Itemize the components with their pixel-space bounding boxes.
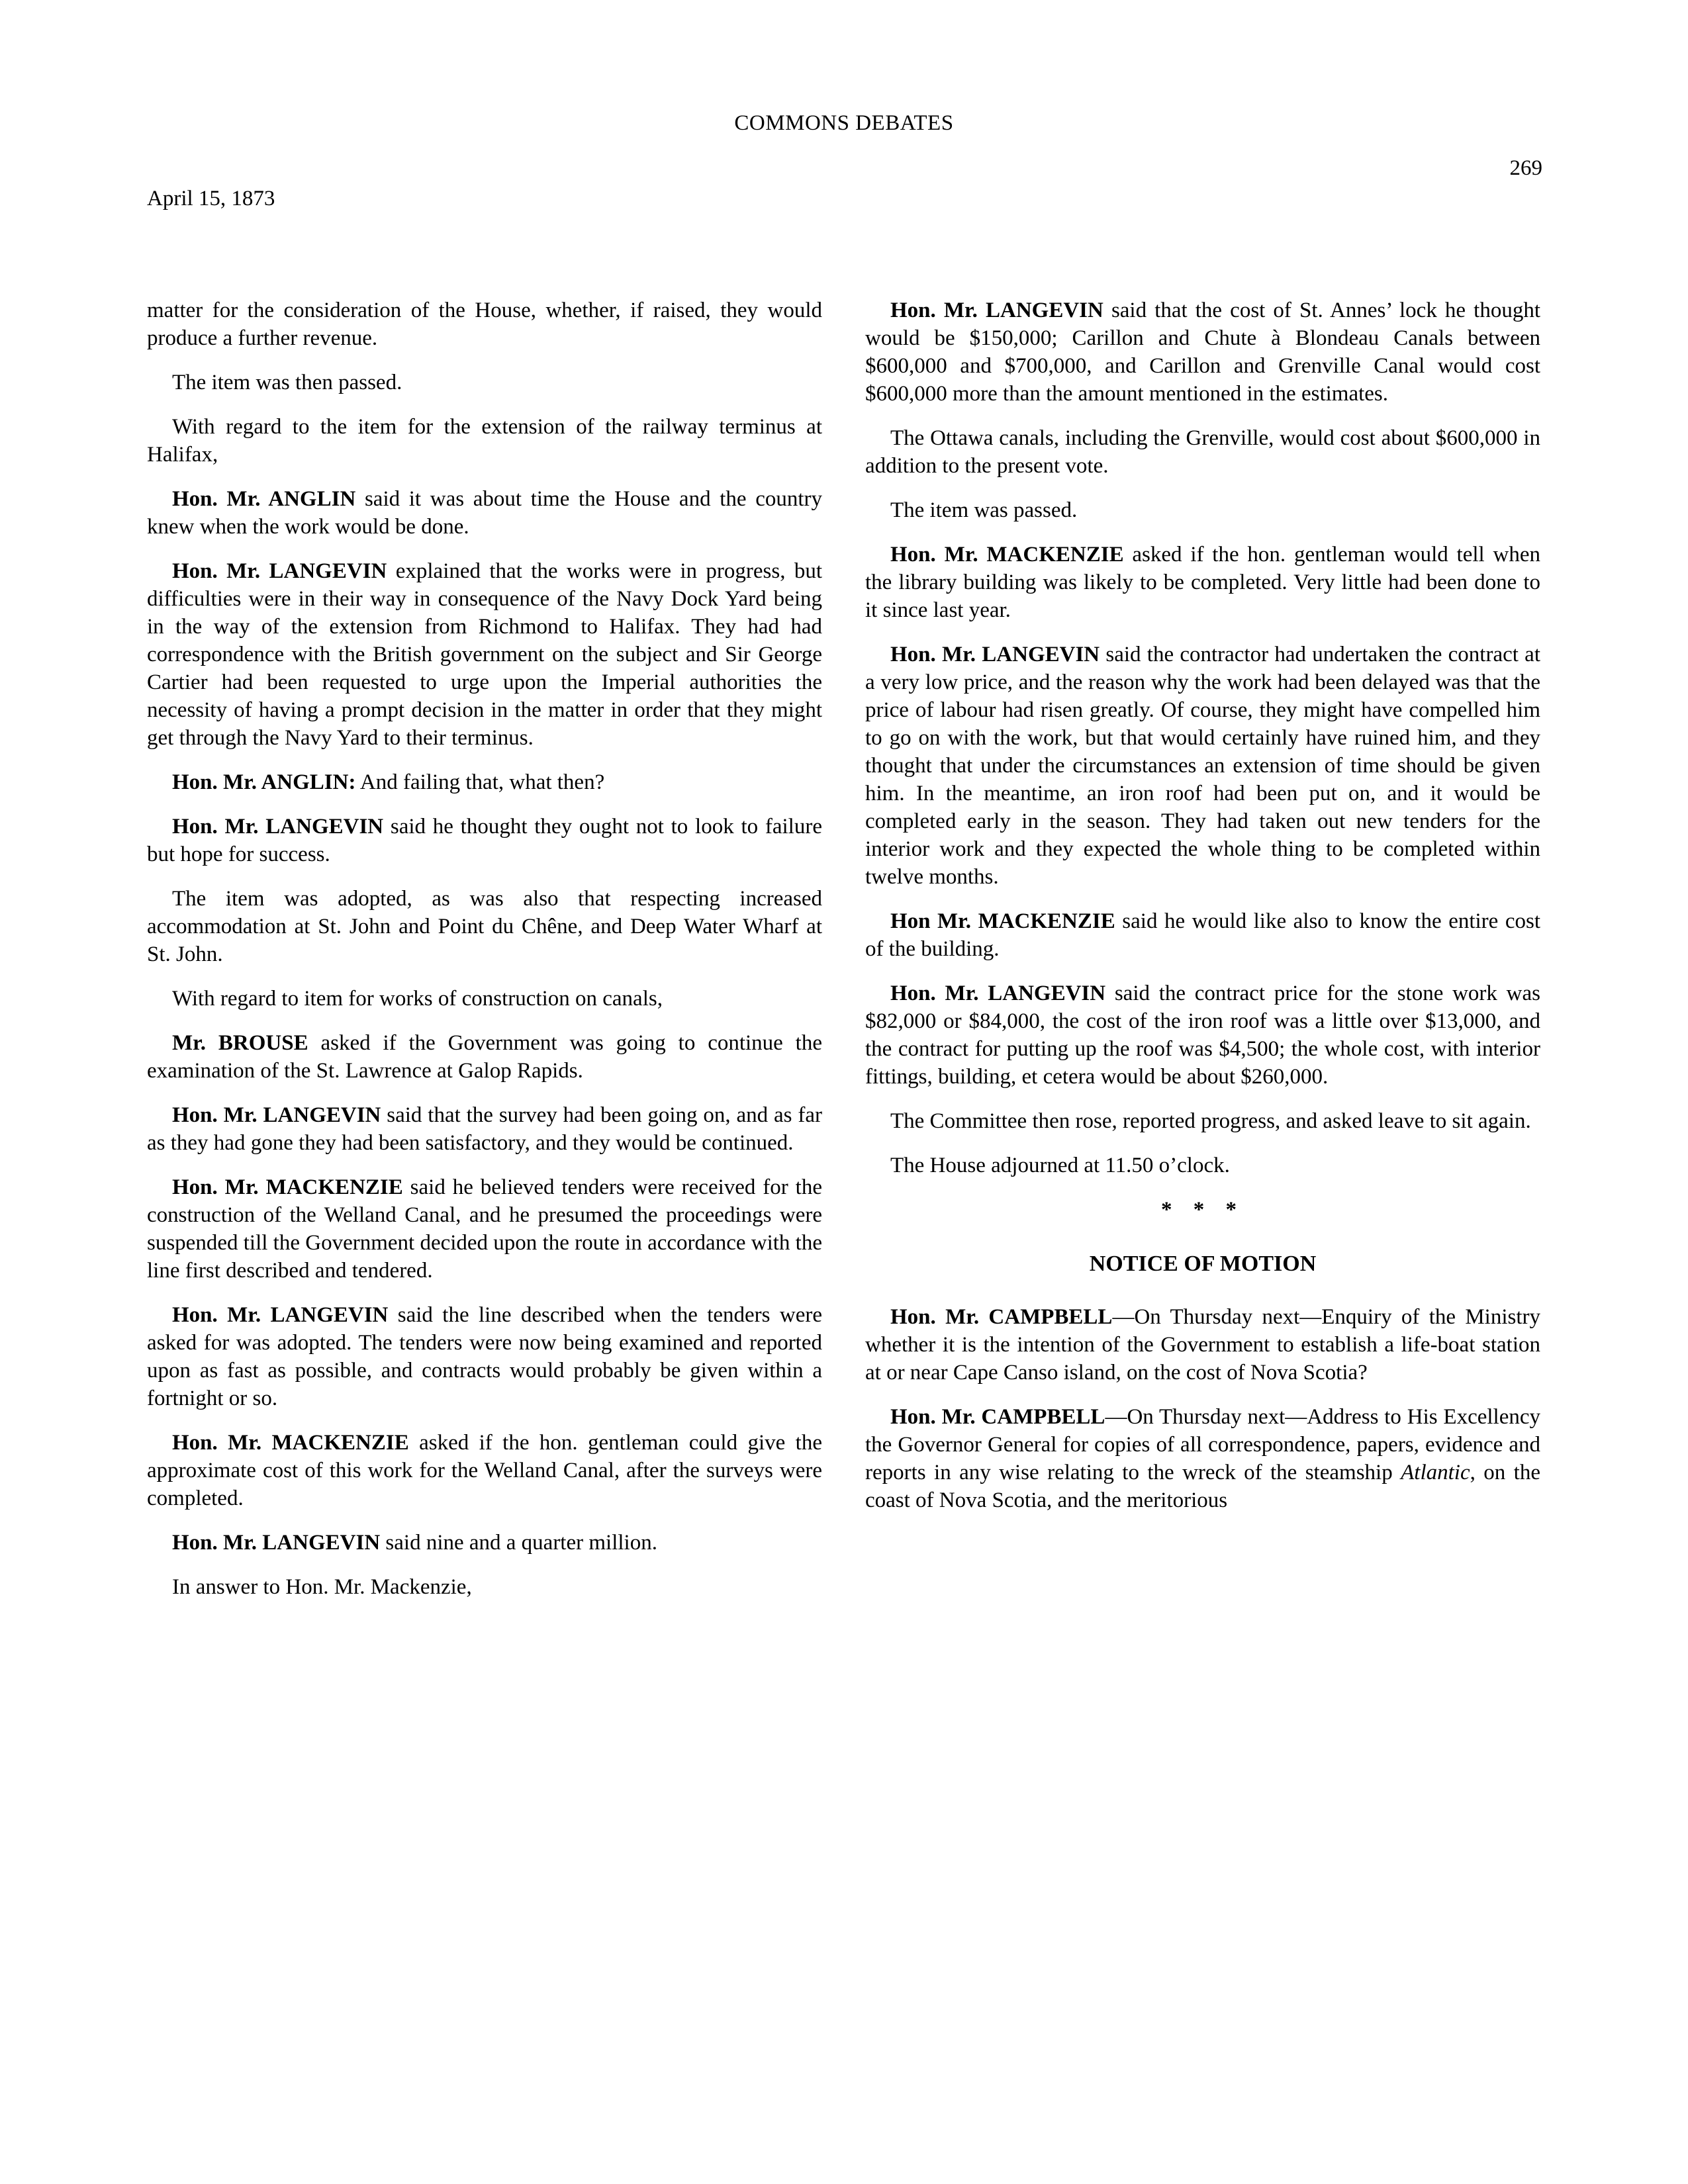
speaker-name: Hon. Mr. LANGEVIN [172,1303,389,1327]
notice-text: —On Thursday next—Enquiry of the Ministry whether it is the intention of the Government to establish a life-boat station at or near Cape Canso island, on the cost of Nova Scotia? [865,1305,1540,1385]
speaker-name: Hon. Mr. MACKENZIE [172,1431,409,1455]
paragraph: With regard to item for works of construction on canals, [172,987,663,1011]
speech-text: explained that the works were in progress, but difficulties were in their way in consequence of the Navy Dock Yard being in the way of the extension from Richmond to Halifax. They had had correspondence with the British government on the subject and Sir George Cartier had been requested to urge upon the Imperial authorities the necessity of having a prompt decision in the matter in order that they might get through the Navy Yard to their terminus. [147,559,822,750]
paragraph: With regard to the item for the extension of the railway terminus at Halifax, [147,415,822,467]
speech-paragraph [147,1301,822,1412]
speech-text: asked if the hon. gentleman could give the approximate cost of this work for the Welland Canal, after the surveys were completed. [147,1431,822,1510]
speaker-name: Hon. Mr. CAMPBELL [890,1305,1113,1329]
speech-text: said he would like also to know the entire cost of the building. [865,909,1540,961]
running-head: COMMONS DEBATES [734,111,954,135]
speech-paragraph [147,1101,822,1157]
speech-paragraph [865,541,1540,624]
left-column [147,296,822,1617]
ship-name: Atlantic [1401,1461,1470,1484]
section-separator: * * * [1161,1198,1244,1222]
speech-text: said the line described when the tenders were asked for was adopted. The tenders were now being examined and reported upon as fast as possible, and contracts would probably be given within a fortnight or so. [147,1303,822,1410]
speaker-name: Hon. Mr. LANGEVIN [890,643,1100,666]
speaker-name: Hon. Mr. LANGEVIN [172,815,384,839]
speech-text: said the contract price for the stone work was $82,000 or $84,000, the cost of the iron roof was a little over $13,000, and the contract for putting up the roof was $4,500; the whole cost, with interior fittings, building, et cetera would be about $260,000. [865,981,1540,1089]
notice-paragraph [865,1303,1540,1387]
speech-paragraph [147,768,822,796]
speech-paragraph [147,1029,822,1085]
speaker-name: Hon. Mr. LANGEVIN [890,298,1103,322]
speech-text: said that the cost of St. Annes’ lock he thought would be $150,000; Carillon and Chute à Blondeau Canals between $600,000 and $700,000, and Carillon and Grenville Canal would cost $600,000 more than the amount mentioned in the estimates. [865,298,1540,406]
speech-text: said he believed tenders were received for the construction of the Welland Canal, and he presumed the proceedings were suspended till the Government decided upon the route in accordance with the line first described and tendered. [147,1175,822,1283]
paragraph: The item was adopted, as was also that respecting increased accommodation at St. John and Point du Chêne, and Deep Water Wharf at St. John. [147,887,822,966]
speech-paragraph [865,907,1540,963]
speaker-name: Hon. Mr. LANGEVIN [172,559,387,583]
speaker-name: Hon Mr. MACKENZIE [890,909,1115,933]
page-date: April 15, 1873 [147,187,275,210]
speaker-name: Hon. Mr. LANGEVIN [172,1531,381,1555]
paragraph: The Ottawa canals, including the Grenville, would cost about $600,000 in addition to the present vote. [865,426,1540,478]
speech-text: said it was about time the House and the country knew when the work would be done. [147,487,823,539]
paragraph: The item was passed. [890,498,1078,522]
speech-text: asked if the hon. gentleman would tell when the library building was likely to be completed. Very little had been done to it since last year. [865,543,1540,622]
speech-paragraph [865,979,1540,1091]
paragraph: The item was then passed. [172,371,402,394]
speaker-name: Hon. Mr. LANGEVIN [172,1103,381,1127]
speaker-name: Hon. Mr. ANGLIN: [172,770,356,794]
speech-text: said the contractor had undertaken the contract at a very low price, and the reason why the work had been delayed was that the price of labour had risen greatly. Of course, they might have compelled him to go on with the work, but that would certainly have ruined him, and they thought that under the circumstances an extension of time should be given him. In the meantime, an iron roof had been put on, and it would be completed early in the season. They had taken out new tenders for the interior work and they expected the whole thing to be completed within twelve months. [865,643,1540,889]
notice-paragraph [865,1403,1540,1514]
speaker-name: Hon. Mr. MACKENZIE [890,543,1124,567]
paragraph: The Committee then rose, reported progress, and asked leave to sit again. [890,1109,1531,1133]
section-title: NOTICE OF MOTION [1089,1251,1317,1276]
speech-text: said that the survey had been going on, and as far as they had gone they had been satisfactory, and they would be continued. [147,1103,822,1155]
speaker-name: Hon. Mr. LANGEVIN [890,981,1106,1005]
speech-paragraph [147,1529,822,1557]
notice-text: , on the coast of Nova Scotia, and the meritorious [865,1461,1540,1512]
speech-paragraph [147,1173,822,1285]
right-column [865,296,1540,1531]
paragraph: matter for the consideration of the House, whether, if raised, they would produce a further revenue. [147,298,822,350]
speech-paragraph [147,485,822,541]
speech-text: asked if the Government was going to continue the examination of the St. Lawrence at Galop Rapids. [147,1031,822,1083]
paragraph: The House adjourned at 11.50 o’clock. [890,1154,1230,1177]
speech-paragraph [865,641,1540,891]
speech-text: said nine and a quarter million. [380,1531,657,1555]
page-number: 269 [1509,156,1542,180]
speech-paragraph [147,1429,822,1512]
notice-text: —On Thursday next—Address to His Excellency the Governor General for copies of all correspondence, papers, evidence and reports in any wise relating to the wreck of the steamship [865,1405,1541,1484]
speech-text: And failing that, what then? [355,770,605,794]
speaker-name: Mr. BROUSE [172,1031,308,1055]
speech-paragraph [865,296,1540,408]
speech-paragraph [147,557,822,752]
speaker-name: Hon. Mr. MACKENZIE [172,1175,403,1199]
speaker-name: Hon. Mr. ANGLIN [172,487,356,511]
paragraph: In answer to Hon. Mr. Mackenzie, [172,1575,472,1599]
speech-paragraph [147,813,822,868]
speech-text: said he thought they ought not to look to failure but hope for success. [147,815,822,866]
speaker-name: Hon. Mr. CAMPBELL [890,1405,1105,1429]
